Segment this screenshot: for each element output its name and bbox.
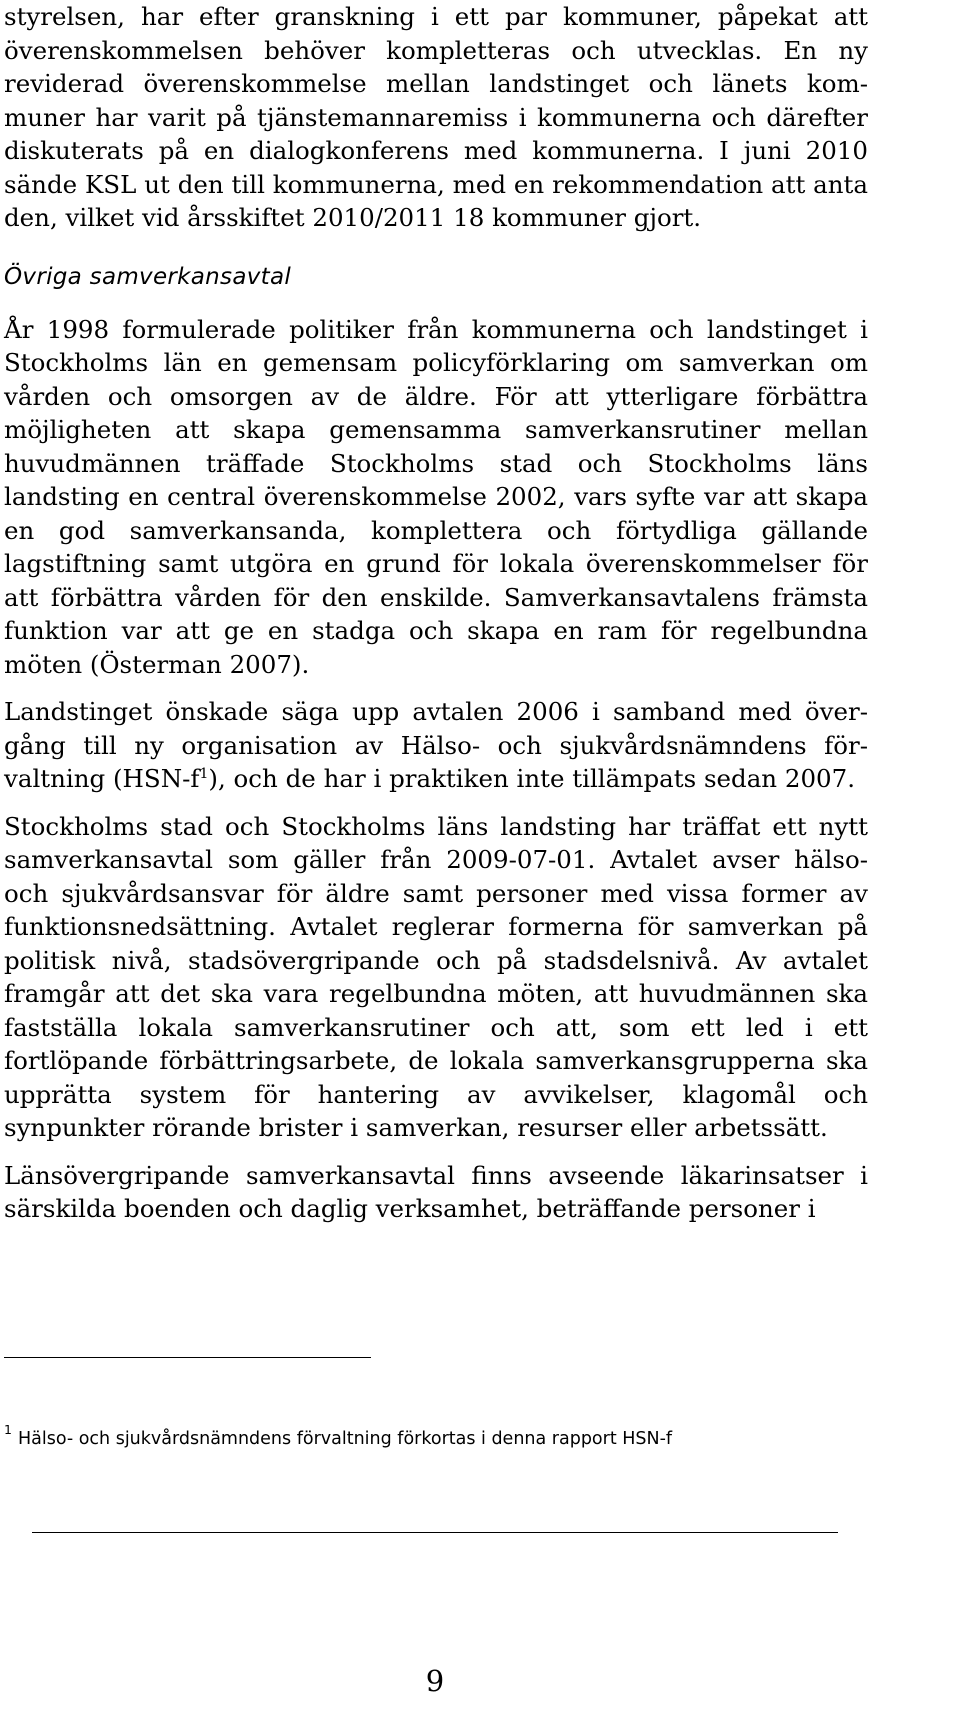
paragraph-3-text-after: ), och de har i praktiken inte tillämpats sedan 2007. [208, 764, 856, 793]
paragraph-4: Stockholms stad och Stockholms läns landsting har träffat ett nytt samverkansavtal som gäller från 2009-07-01. Avtalet avser hälso- och sjukvårdsansvar för äldre samt personer med vissa former av funktionsnedsättning. Avtalet reglerar formerna för samverkan på politisk nivå, stadsövergripande och på stadsdelsnivå. Av avtalet framgår att det ska vara regelbundna möten, att huvudmännen ska fastställa lokala samverkansrutiner och att, som ett led i ett fortlöpande förbättringsarbete, de lokala samverkansgrupperna ska upprätta system för hantering av avvikelser, klagomål och synpunkter rörande brister i samverkan, resurser eller arbetssätt. [4, 811, 868, 1142]
page-number: 9 [425, 1664, 445, 1698]
section-heading: Övriga samverkansavtal [4, 263, 292, 290]
paragraph-3 [4, 695, 868, 796]
paragraph-2: År 1998 formulerade politiker från kommunerna och landstinget i Stockholms län en gemensam policyförklaring om samverkan om vården och omsorgen av de äldre. För att ytterligare förbättra möjligheten att skapa gemensamma samverkansrutiner mellan huvudmännen träffade Stockholms stad och Stockholms läns landsting en central överenskommelse 2002, vars syfte var att skapa en god samverkansanda, komplettera och förtydliga gällande lagstiftning samt utgöra en grund för lokala överenskommelser för att förbättra vården för den enskilde. Samverkansavtalens främsta funktion var att ge en stadga och skapa en ram för regelbundna möten (Österman 2007). [4, 314, 868, 679]
paragraph-5: Länsövergripande samverkansavtal finns avseende läkarinsatser i särskilda boenden och daglig verksamhet, beträffande personer i [4, 1160, 868, 1223]
footnote-text: Hälso- och sjukvårdsnämndens förvaltning förkortas i denna rapport HSN-f [17, 1429, 673, 1449]
footnote-number: 1 [4, 1422, 12, 1437]
document-body [4, 0, 868, 1226]
paragraph-3-text-before: Landstinget önskade säga upp avtalen 2006 i samband med övergång till ny organisation av Hälso- och sjukvårdsnämndens förvaltning (HSN-f [4, 697, 868, 793]
footnote-reference[interactable]: 1 [199, 766, 209, 782]
footer-divider [32, 1532, 838, 1533]
paragraph-1: styrelsen, har efter granskning i ett par kommuner, påpekat att överenskommelsen behöver kompletteras och utvecklas. En ny reviderad överenskommelse mellan landstinget och länets kommuner har varit på tjänstemannaremiss i kommunerna och därefter diskuterats på en dialogkonferens med kommunerna. I juni 2010 sände KSL ut den till kommunerna, med en rekommendation att anta den, vilket vid årsskiftet 2010/2011 18 kommuner gjort. [4, 2, 868, 232]
footnote-divider [4, 1357, 371, 1358]
footnote [4, 1422, 673, 1450]
